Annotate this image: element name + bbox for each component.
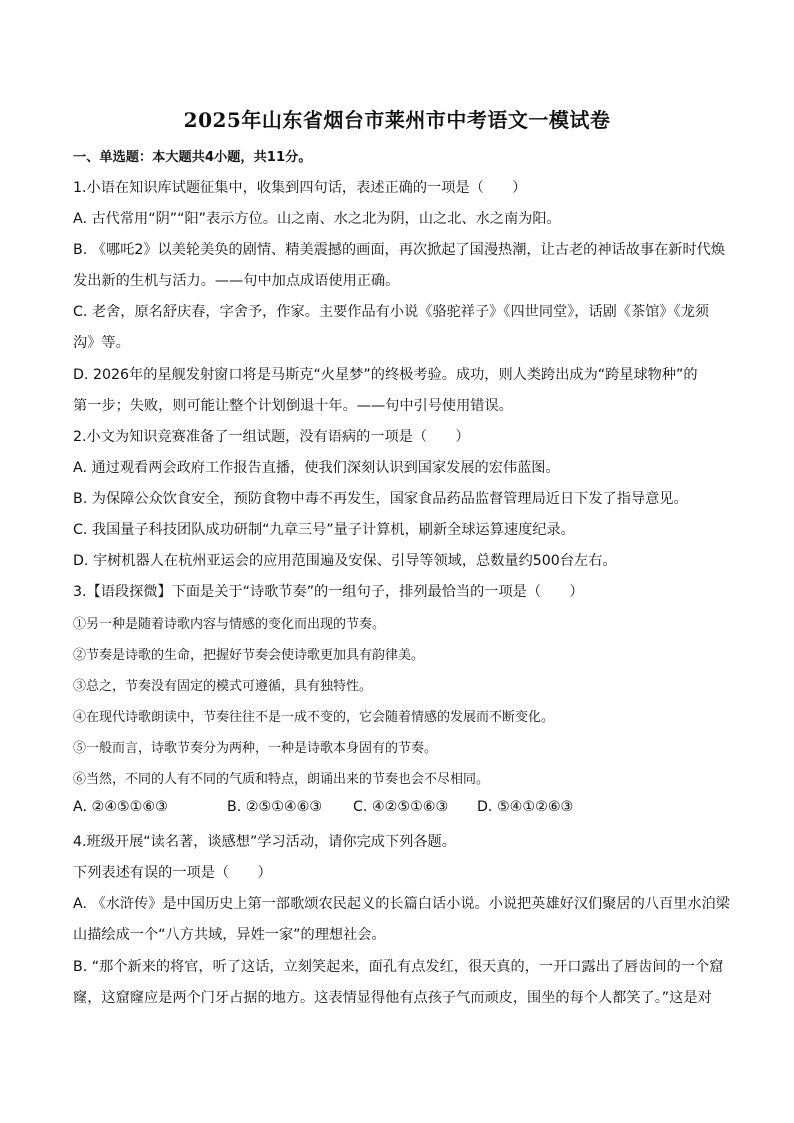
q1-option-a: A. 古代常用“阴”“阳”表示方位。山之南、水之北为阴，山之北、水之南为阳。 bbox=[73, 211, 561, 227]
q1-option-c: C. 老舍，原名舒庆春，字舍予，作家。主要作品有小说《骆驼祥子》《四世同堂》，话剧《茶馆》《龙须 bbox=[73, 304, 710, 320]
q4-option-b: B. “那个新来的将官，听了这话，立刻笑起来，面孔有点发红，很天真的，一开口露出了唇齿间的一个窟 bbox=[73, 959, 724, 975]
q4-stem: 4.班级开展“读名著，谈感想”学习活动，请你完成下列各题。 bbox=[73, 834, 456, 850]
q4-option-a-cont: 山描绘成一个“八方共域，异姓一家”的理想社会。 bbox=[73, 927, 386, 943]
q1-option-d-cont: 第一步；失败，则可能让整个计划倒退十年。——句中引号使用错误。 bbox=[73, 398, 513, 414]
q1-option-b-cont: 发出新的生机与活力。——句中加点成语使用正确。 bbox=[73, 273, 400, 289]
q3-sentence-1: ①另一种是随着诗歌内容与情感的变化而出现的节奏。 bbox=[73, 617, 386, 632]
q1-option-c-cont: 沟》等。 bbox=[73, 335, 130, 351]
page-title: 2025年山东省烟台市莱州市中考语文一模试卷 bbox=[183, 108, 611, 132]
q3-sentence-4: ④在现代诗歌朗读中，节奏往往不是一成不变的，它会随着情感的发展而不断变化。 bbox=[73, 710, 555, 725]
q1-option-b: B. 《哪吒2》以美轮美奂的剧情、精美震撼的画面，再次掀起了国漫热潮，让古老的神话故事在新时代焕 bbox=[73, 242, 726, 258]
q1-option-d: D. 2026年的星舰发射窗口将是马斯克“火星梦”的终极考验。成功，则人类跨出成为“跨星球物种”的 bbox=[73, 367, 698, 383]
q4-option-b-cont: 窿，这窟窿应是两个门牙占据的地方。这表情显得他有点孩子气而顽皮，围坐的每个人都笑了。”这是对 bbox=[73, 990, 712, 1006]
q2-option-d: D. 宇树机器人在杭州亚运会的应用范围遍及安保、引导等领域，总数量约500台左右。 bbox=[73, 553, 617, 569]
q3-option-c: C. ④②⑤①⑥③ bbox=[353, 799, 449, 815]
q3-stem: 3.【语段探微】下面是关于“诗歌节奏”的一组句子，排列最恰当的一项是（ ） bbox=[73, 584, 584, 600]
q3-sentence-5: ⑤一般而言，诗歌节奏分为两种，一种是诗歌本身固有的节奏。 bbox=[73, 741, 438, 756]
q3-options bbox=[73, 799, 723, 815]
q2-option-a: A. 通过观看两会政府工作报告直播，使我们深刻认识到国家发展的宏伟蓝图。 bbox=[73, 460, 560, 476]
q3-sentence-3: ③总之，节奏没有固定的模式可遵循，具有独特性。 bbox=[73, 679, 373, 694]
section-heading: 一、单选题：本大题共4小题，共11分。 bbox=[73, 150, 312, 165]
q3-sentence-6: ⑥当然，不同的人有不同的气质和特点，朗诵出来的节奏也会不尽相同。 bbox=[73, 772, 490, 787]
q4-subquestion: 下列表述有误的一项是（ ） bbox=[73, 865, 272, 881]
q4-option-a: A. 《水浒传》是中国历史上第一部歌颂农民起义的长篇白话小说。小说把英雄好汉们聚居的八百里水泊梁 bbox=[73, 896, 730, 912]
q2-option-c: C. 我国量子科技团队成功研制“九章三号”量子计算机，刷新全球运算速度纪录。 bbox=[73, 522, 575, 538]
q1-stem: 1.小语在知识库试题征集中，收集到四句话，表述正确的一项是（ ） bbox=[73, 180, 527, 196]
q3-sentence-2: ②节奏是诗歌的生命，把握好节奏会使诗歌更加具有韵律美。 bbox=[73, 648, 425, 663]
q3-option-b: B. ②⑤①④⑥③ bbox=[227, 799, 323, 815]
q2-option-b: B. 为保障公众饮食安全，预防食物中毒不再发生，国家食品药品监督管理局近日下发了指导意见。 bbox=[73, 491, 688, 507]
q3-option-d: D. ⑤④①②⑥③ bbox=[477, 799, 574, 815]
q2-stem: 2.小文为知识竞赛准备了一组试题，没有语病的一项是（ ） bbox=[73, 429, 470, 445]
q3-option-a: A. ②④⑤①⑥③ bbox=[73, 799, 168, 815]
